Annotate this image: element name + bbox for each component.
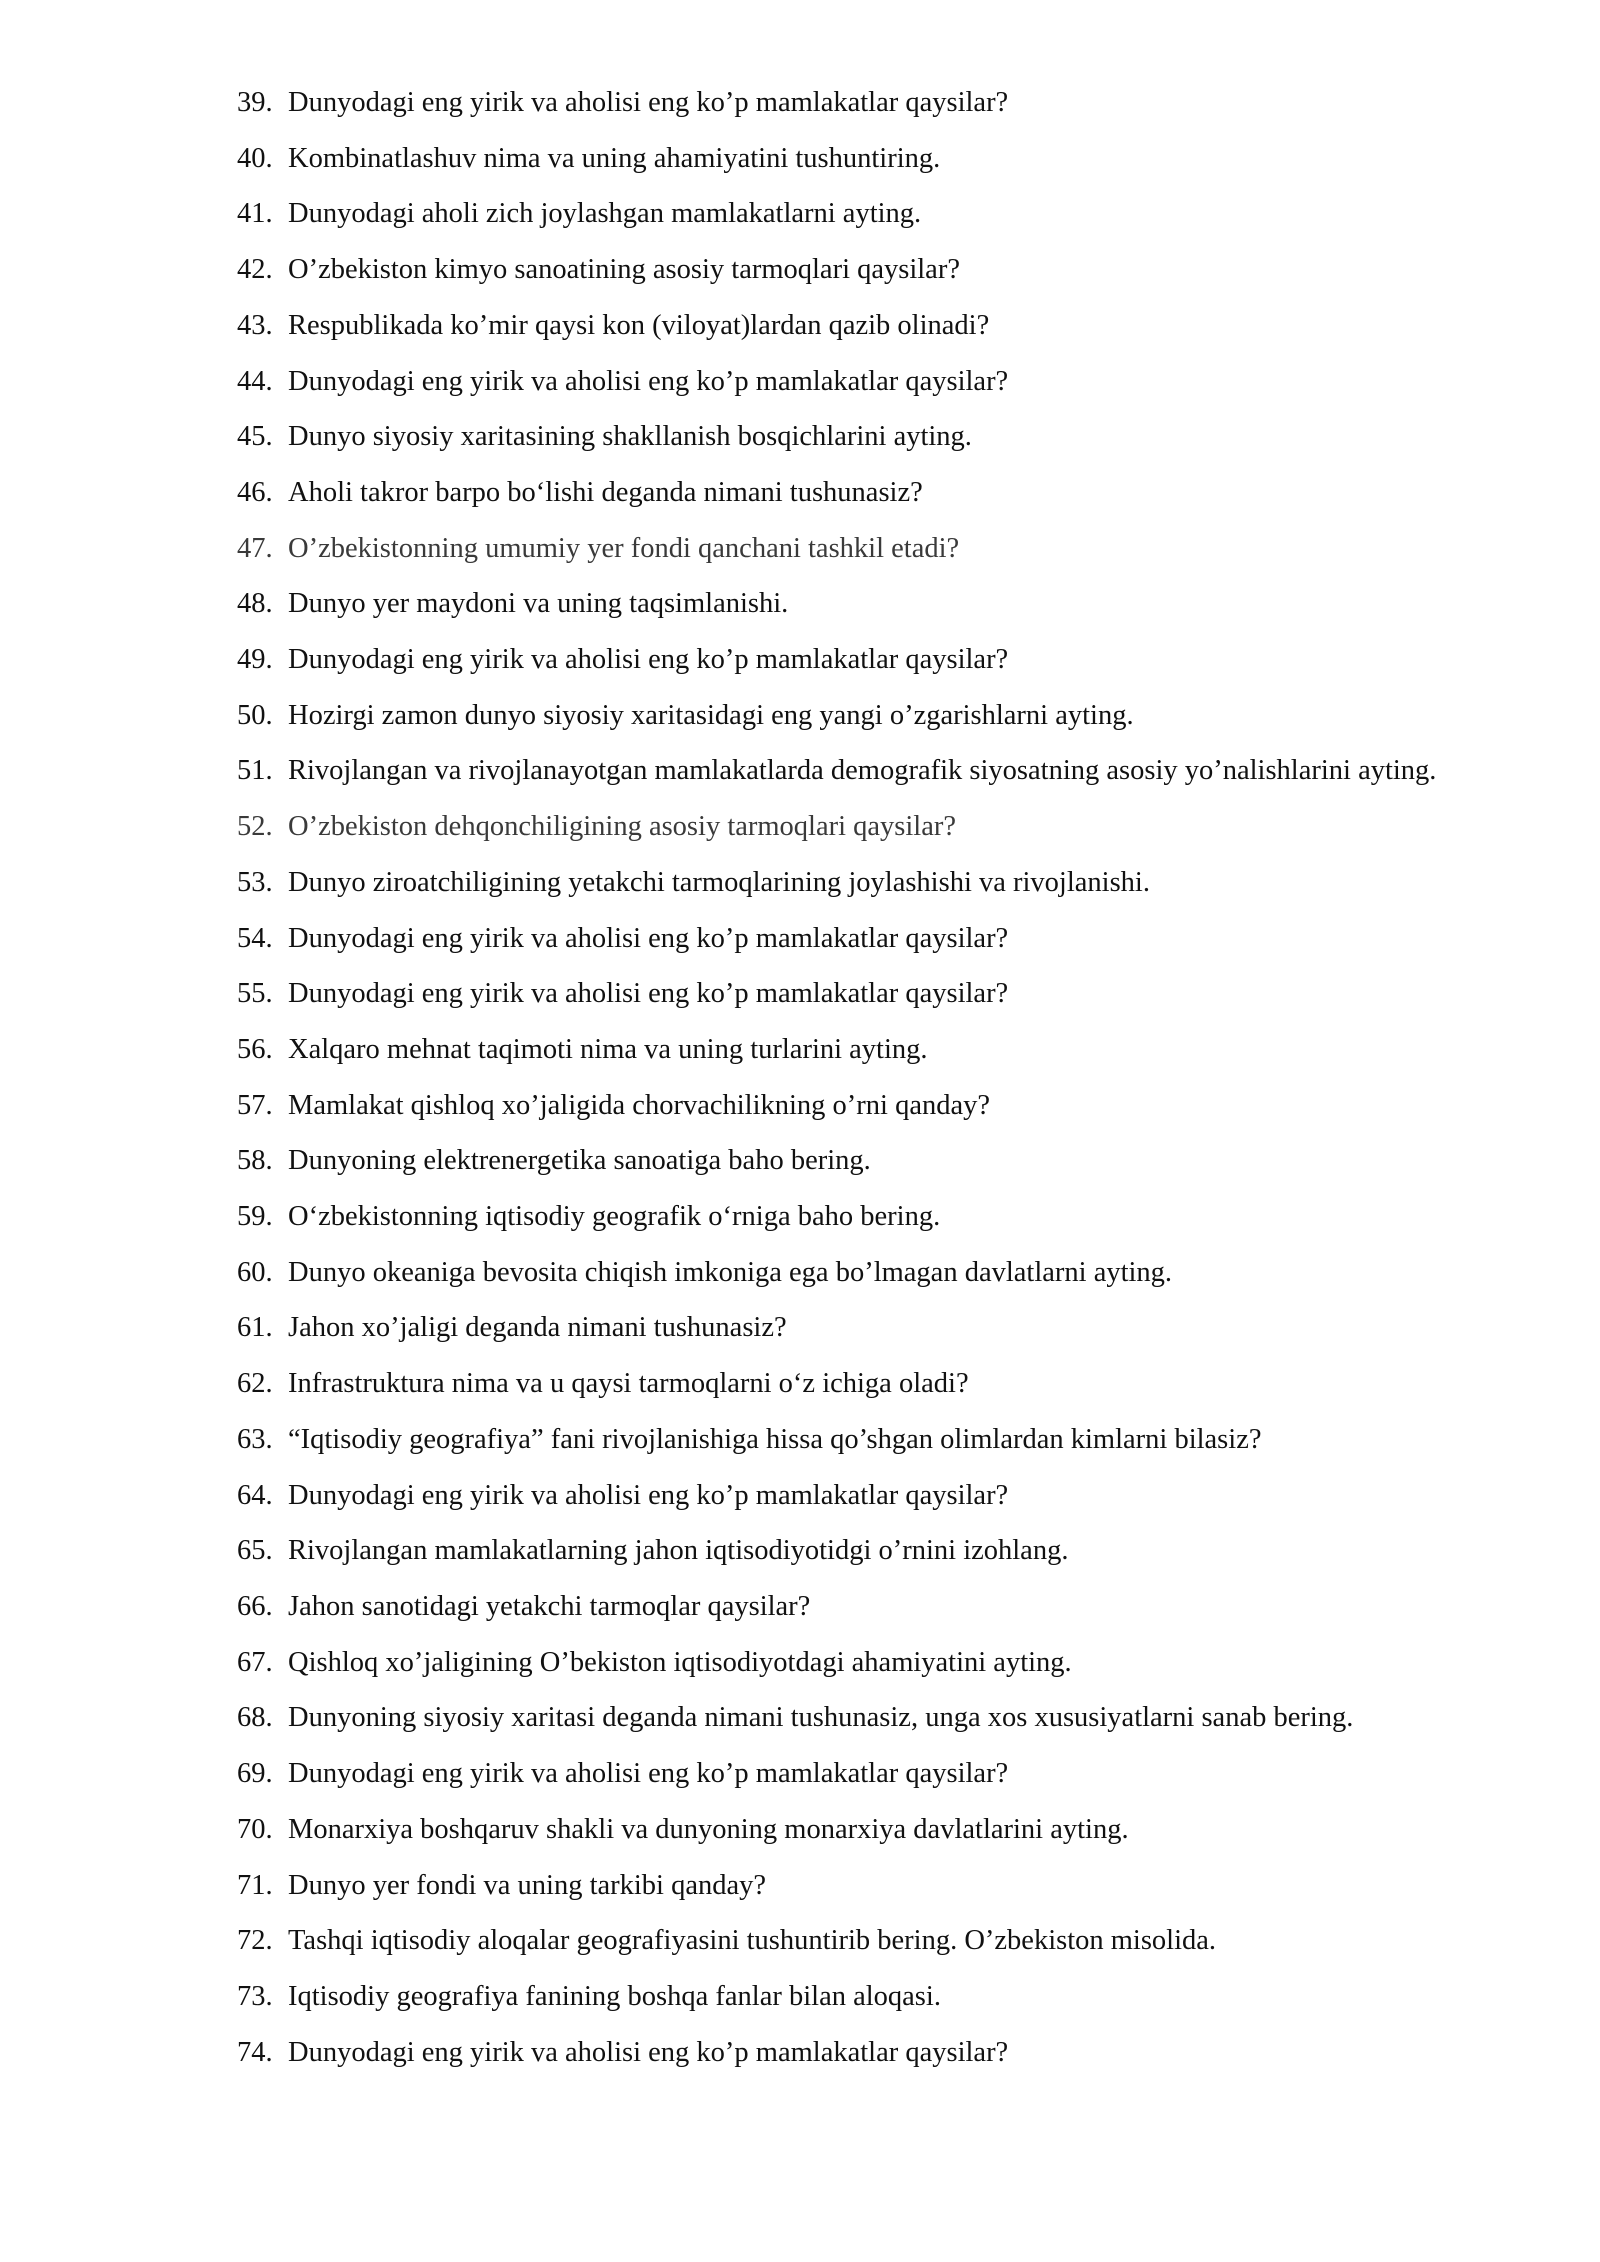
question-text: Dunyodagi eng yirik va aholisi eng ko’p mamlakatlar qaysilar? [288, 1479, 1009, 1511]
question-text: Tashqi iqtisodiy aloqalar geografiyasini tushuntirib bering. O’zbekiston misolida. [288, 1925, 1217, 1957]
question-item [237, 521, 1523, 577]
question-item [237, 966, 1523, 1022]
question-number: 65. [237, 1535, 273, 1567]
question-text: Jahon xo’jaligi deganda nimani tushunasiz? [288, 1312, 787, 1344]
question-number: 60. [237, 1256, 273, 1288]
question-text: Jahon sanotidagi yetakchi tarmoqlar qaysilar? [288, 1590, 811, 1622]
question-number: 54. [237, 922, 273, 954]
question-text: Kombinatlashuv nima va uning ahamiyatini tushuntiring. [288, 142, 941, 174]
question-number: 47. [237, 532, 273, 564]
question-item [237, 743, 1523, 799]
question-item [237, 911, 1523, 967]
question-item [237, 1078, 1523, 1134]
question-text: Respublikada ko’mir qaysi kon (viloyat)lardan qazib olinadi? [288, 309, 990, 341]
question-number: 61. [237, 1312, 273, 1344]
question-list [237, 75, 1523, 2080]
question-number: 57. [237, 1089, 273, 1121]
question-item [237, 855, 1523, 911]
question-number: 69. [237, 1758, 273, 1790]
question-text: Dunyodagi eng yirik va aholisi eng ko’p mamlakatlar qaysilar? [288, 1758, 1009, 1790]
question-text: Dunyodagi eng yirik va aholisi eng ko’p mamlakatlar qaysilar? [288, 365, 1009, 397]
question-text: Dunyodagi eng yirik va aholisi eng ko’p mamlakatlar qaysilar? [288, 978, 1009, 1010]
question-text: Aholi takror barpo bo‘lishi deganda nimani tushunasiz? [288, 476, 923, 508]
question-number: 72. [237, 1925, 273, 1957]
question-item [237, 298, 1523, 354]
question-text: O’zbekistonning umumiy yer fondi qanchani tashkil etadi? [288, 532, 960, 564]
question-number: 63. [237, 1423, 273, 1455]
question-number: 53. [237, 866, 273, 898]
question-number: 42. [237, 254, 273, 286]
question-number: 43. [237, 309, 273, 341]
question-text: Dunyodagi aholi zich joylashgan mamlakatlarni ayting. [288, 198, 922, 230]
question-text: Hozirgi zamon dunyo siyosiy xaritasidagi eng yangi o’zgarishlarni ayting. [288, 699, 1134, 731]
question-number: 67. [237, 1646, 273, 1678]
question-text: O‘zbekistonning iqtisodiy geografik o‘rniga baho bering. [288, 1201, 941, 1233]
question-number: 50. [237, 699, 273, 731]
question-number: 66. [237, 1590, 273, 1622]
question-item [237, 2025, 1523, 2081]
question-number: 62. [237, 1368, 273, 1400]
question-text: Dunyo ziroatchiligining yetakchi tarmoqlarining joylashishi va rivojlanishi. [288, 866, 1150, 898]
question-text: Monarxiya boshqaruv shakli va dunyoning monarxiya davlatlarini ayting. [288, 1813, 1129, 1845]
question-number: 74. [237, 2036, 273, 2068]
question-text: O’zbekiston dehqonchiligining asosiy tarmoqlari qaysilar? [288, 811, 957, 843]
question-text: “Iqtisodiy geografiya” fani rivojlanishiga hissa qo’shgan olimlardan kimlarni bilasiz? [288, 1423, 1262, 1455]
question-text: Mamlakat qishloq xo’jaligida chorvachilikning o’rni qanday? [288, 1089, 991, 1121]
question-text: Infrastruktura nima va u qaysi tarmoqlarni o‘z ichiga oladi? [288, 1368, 969, 1400]
question-item [237, 242, 1523, 298]
question-item [237, 1245, 1523, 1301]
question-item [237, 186, 1523, 242]
question-text: Dunyo okeaniga bevosita chiqish imkoniga ega bo’lmagan davlatlarni ayting. [288, 1256, 1173, 1288]
question-item [237, 131, 1523, 187]
question-item [237, 1802, 1523, 1858]
question-number: 70. [237, 1813, 273, 1845]
question-number: 48. [237, 588, 273, 620]
question-number: 52. [237, 811, 273, 843]
question-item [237, 799, 1523, 855]
question-number: 68. [237, 1702, 273, 1734]
question-item [237, 1523, 1523, 1579]
question-text: Dunyodagi eng yirik va aholisi eng ko’p mamlakatlar qaysilar? [288, 922, 1009, 954]
question-item [237, 1300, 1523, 1356]
question-item [237, 688, 1523, 744]
question-item [237, 632, 1523, 688]
question-item [237, 576, 1523, 632]
question-item [237, 1579, 1523, 1635]
question-number: 51. [237, 755, 273, 787]
question-number: 40. [237, 142, 273, 174]
question-number: 64. [237, 1479, 273, 1511]
question-number: 39. [237, 87, 273, 118]
question-item [237, 1356, 1523, 1412]
question-text: Rivojlangan va rivojlanayotgan mamlakatlarda demografik siyosatning asosiy yo’nalishlarini ayting. [288, 755, 1437, 787]
question-item [237, 1690, 1523, 1746]
question-item [237, 1913, 1523, 1969]
question-number: 56. [237, 1033, 273, 1065]
question-text: Dunyoning siyosiy xaritasi deganda nimani tushunasiz, unga xos xususiyatlarni sanab bering. [288, 1702, 1354, 1734]
question-item [237, 465, 1523, 521]
question-text: Dunyo yer fondi va uning tarkibi qanday? [288, 1869, 767, 1901]
question-item [237, 1468, 1523, 1524]
question-text: Dunyodagi eng yirik va aholisi eng ko’p mamlakatlar qaysilar? [288, 644, 1009, 676]
question-item [237, 1969, 1523, 2025]
question-text: Dunyodagi eng yirik va aholisi eng ko’p mamlakatlar qaysilar? [288, 2036, 1009, 2068]
question-number: 58. [237, 1145, 273, 1177]
question-number: 44. [237, 365, 273, 397]
question-text: Rivojlangan mamlakatlarning jahon iqtisodiyotidgi o’rnini izohlang. [288, 1535, 1069, 1567]
question-item [237, 1133, 1523, 1189]
question-item [237, 1412, 1523, 1468]
question-item [237, 1858, 1523, 1914]
question-item [237, 1746, 1523, 1802]
question-text: Dunyoning elektrenergetika sanoatiga baho bering. [288, 1145, 871, 1177]
question-item [237, 1189, 1523, 1245]
question-number: 45. [237, 421, 273, 453]
question-number: 73. [237, 1980, 273, 2012]
question-text: Dunyo siyosiy xaritasining shakllanish bosqichlarini ayting. [288, 421, 972, 453]
question-number: 41. [237, 198, 273, 230]
question-text: Qishloq xo’jaligining O’bekiston iqtisodiyotdagi ahamiyatini ayting. [288, 1646, 1072, 1678]
question-text: Dunyodagi eng yirik va aholisi eng ko’p mamlakatlar qaysilar? [288, 87, 1009, 118]
question-item [237, 75, 1523, 131]
question-text: O’zbekiston kimyo sanoatining asosiy tarmoqlari qaysilar? [288, 254, 960, 286]
question-number: 59. [237, 1201, 273, 1233]
question-item [237, 1022, 1523, 1078]
question-item [237, 409, 1523, 465]
question-text: Xalqaro mehnat taqimoti nima va uning turlarini ayting. [288, 1033, 928, 1065]
question-number: 46. [237, 476, 273, 508]
question-item [237, 354, 1523, 410]
question-text: Iqtisodiy geografiya fanining boshqa fanlar bilan aloqasi. [288, 1980, 941, 2012]
question-item [237, 1635, 1523, 1691]
question-number: 71. [237, 1869, 273, 1901]
question-number: 55. [237, 978, 273, 1010]
question-text: Dunyo yer maydoni va uning taqsimlanishi. [288, 588, 789, 620]
question-number: 49. [237, 644, 273, 676]
